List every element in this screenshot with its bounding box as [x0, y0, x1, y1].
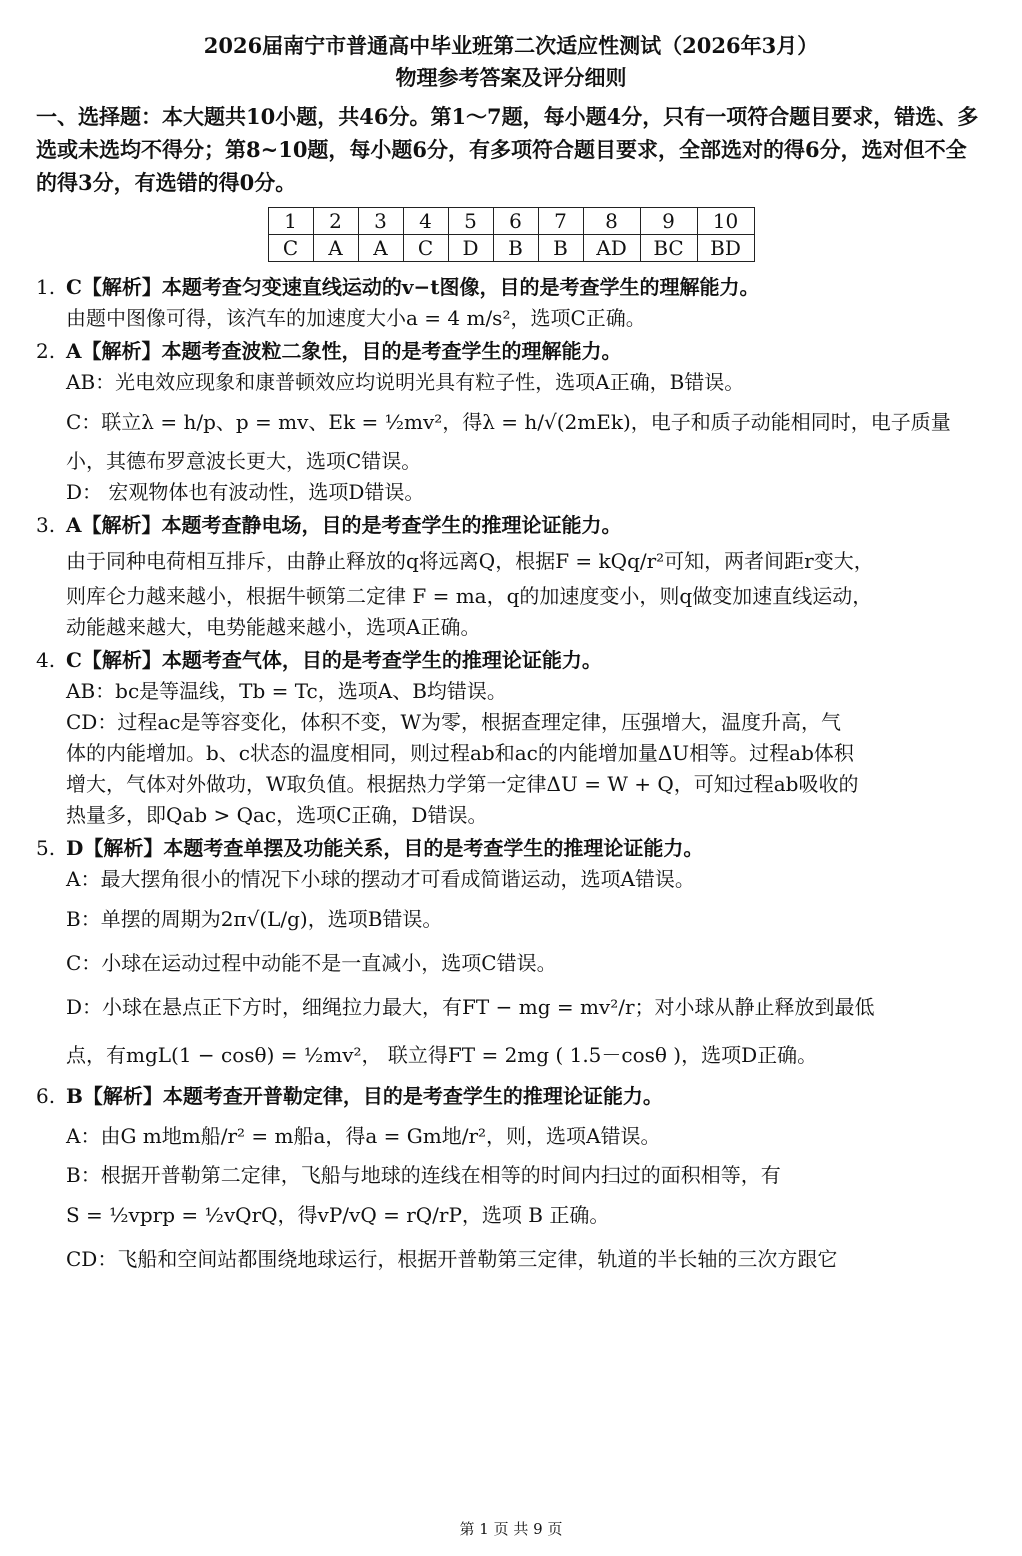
explanation-line: D： 宏观物体也有波动性，选项D错误。 — [66, 480, 425, 504]
answer-number: 3 — [358, 208, 403, 235]
question-heading: B【解析】本题考查开普勒定律，目的是考查学生的推理论证能力。 — [66, 1084, 663, 1108]
answer-letter: B — [493, 235, 538, 262]
explanation-line: A：最大摆角很小的情况下小球的摆动才可看成简谐运动，选项A错误。 — [66, 867, 695, 891]
question-5 — [36, 833, 986, 1079]
explanation-line: 动能越来越大，电势能越来越小，选项A正确。 — [66, 615, 481, 639]
question-number: 5. — [36, 836, 56, 860]
question-heading: C【解析】本题考查匀变速直线运动的v−t图像，目的是考查学生的理解能力。 — [66, 275, 760, 299]
answer-number: 10 — [697, 208, 754, 235]
question-heading: D【解析】本题考查单摆及功能关系，目的是考查学生的推理论证能力。 — [66, 836, 704, 860]
question-number: 4. — [36, 648, 56, 672]
explanation-line: 体的内能增加。b、c状态的温度相同，则过程ab和ac的内能增加量ΔU相等。过程ab体积 — [66, 741, 854, 765]
answer-table-answers-row — [268, 235, 754, 262]
question-4 — [36, 645, 986, 831]
answer-table-numbers-row — [268, 208, 754, 235]
explanation-line: CD：飞船和空间站都围绕地球运行，根据开普勒第三定律，轨道的半长轴的三次方跟它 — [66, 1247, 838, 1271]
answer-letter: BC — [640, 235, 697, 262]
question-number: 3. — [36, 513, 56, 537]
explanation-line: 由于同种电荷相互排斥，由静止释放的q将远离Q，根据F = kQq/r²可知，两者间距r变大， — [66, 549, 874, 573]
answer-number: 6 — [493, 208, 538, 235]
answer-number: 1 — [268, 208, 313, 235]
answer-letter: A — [358, 235, 403, 262]
explanation-line: AB：bc是等温线，Tb = Tc，选项A、B均错误。 — [66, 679, 507, 703]
answer-table — [268, 207, 755, 262]
question-heading: C【解析】本题考查气体，目的是考查学生的推理论证能力。 — [66, 648, 602, 672]
answer-number: 2 — [313, 208, 358, 235]
explanation-line: 则库仑力越来越小，根据牛顿第二定律 F = ma，q的加速度变小，则q做变加速直线运动， — [66, 584, 873, 608]
page-subtitle: 物理参考答案及评分细则 — [395, 65, 627, 90]
question-2 — [36, 336, 986, 508]
explanation-line: CD：过程ac是等容变化，体积不变，W为零，根据查理定律，压强增大，温度升高，气 — [66, 710, 842, 734]
explanation-line: 点，有mgL(1 − cosθ) = ½mv²， 联立得FT = 2mg ( 1.5－cosθ )，选项D正确。 — [66, 1043, 818, 1067]
answer-number: 4 — [403, 208, 448, 235]
answer-letter: B — [538, 235, 583, 262]
question-number: 2. — [36, 339, 56, 363]
explanation-line: S = ½vprp = ½vQrQ，得vP/vQ = rQ/rP，选项 B 正确。 — [66, 1203, 610, 1227]
question-6 — [36, 1081, 986, 1279]
explanation-line: 由题中图像可得，该汽车的加速度大小a = 4 m/s²，选项C正确。 — [66, 306, 646, 330]
question-heading: A【解析】本题考查波粒二象性，目的是考查学生的理解能力。 — [66, 339, 622, 363]
page-title: 2026届南宁市普通高中毕业班第二次适应性测试（2026年3月） — [203, 33, 819, 58]
page-footer: 第 1 页 共 9 页 — [459, 1520, 563, 1538]
explanation-line: 热量多，即Qab > Qac，选项C正确，D错误。 — [66, 803, 488, 827]
answer-letter: C — [268, 235, 313, 262]
explanation-line: 小，其德布罗意波长更大，选项C错误。 — [66, 449, 422, 473]
question-number: 1. — [36, 275, 56, 299]
question-1 — [36, 272, 986, 334]
question-heading: A【解析】本题考查静电场，目的是考查学生的推理论证能力。 — [66, 513, 622, 537]
answer-letter: C — [403, 235, 448, 262]
explanation-line: D：小球在悬点正下方时，细绳拉力最大，有FT − mg = mv²/r；对小球从静止释放到最低 — [66, 995, 875, 1019]
explanation-line: AB：光电效应现象和康普顿效应均说明光具有粒子性，选项A正确，B错误。 — [66, 370, 745, 394]
explanation-line: A：由G m地m船/r² = m船a，得a = Gm地/r²，则，选项A错误。 — [66, 1124, 661, 1148]
explanation-line: C：联立λ = h/p、p = mv、Ek = ½mv²，得λ = h/√(2mEk)，电子和质子动能相同时，电子质量 — [66, 410, 951, 434]
explanation-line: B：单摆的周期为2π√(L/g)，选项B错误。 — [66, 907, 443, 931]
explanation-line: C：小球在运动过程中动能不是一直减小，选项C错误。 — [66, 951, 557, 975]
answer-number: 9 — [640, 208, 697, 235]
question-3 — [36, 510, 986, 643]
answer-number: 5 — [448, 208, 493, 235]
answer-letter: A — [313, 235, 358, 262]
answer-number: 8 — [583, 208, 640, 235]
answer-letter: AD — [583, 235, 640, 262]
answer-letter: D — [448, 235, 493, 262]
explanation-line: 增大，气体对外做功，W取负值。根据热力学第一定律ΔU = W + Q，可知过程ab吸收的 — [66, 772, 859, 796]
section-instructions: 一、选择题：本大题共10小题，共46分。第1～7题，每小题4分，只有一项符合题目要求，错选、多选或未选均不得分；第8~10题，每小题6分，有多项符合题目要求，全部选对的得6分，选对但不全的得3分，有选错的得0分。 — [36, 104, 979, 195]
answer-letter: BD — [697, 235, 754, 262]
question-number: 6. — [36, 1084, 56, 1108]
answer-number: 7 — [538, 208, 583, 235]
explanation-line: B：根据开普勒第二定律，飞船与地球的连线在相等的时间内扫过的面积相等，有 — [66, 1163, 781, 1187]
